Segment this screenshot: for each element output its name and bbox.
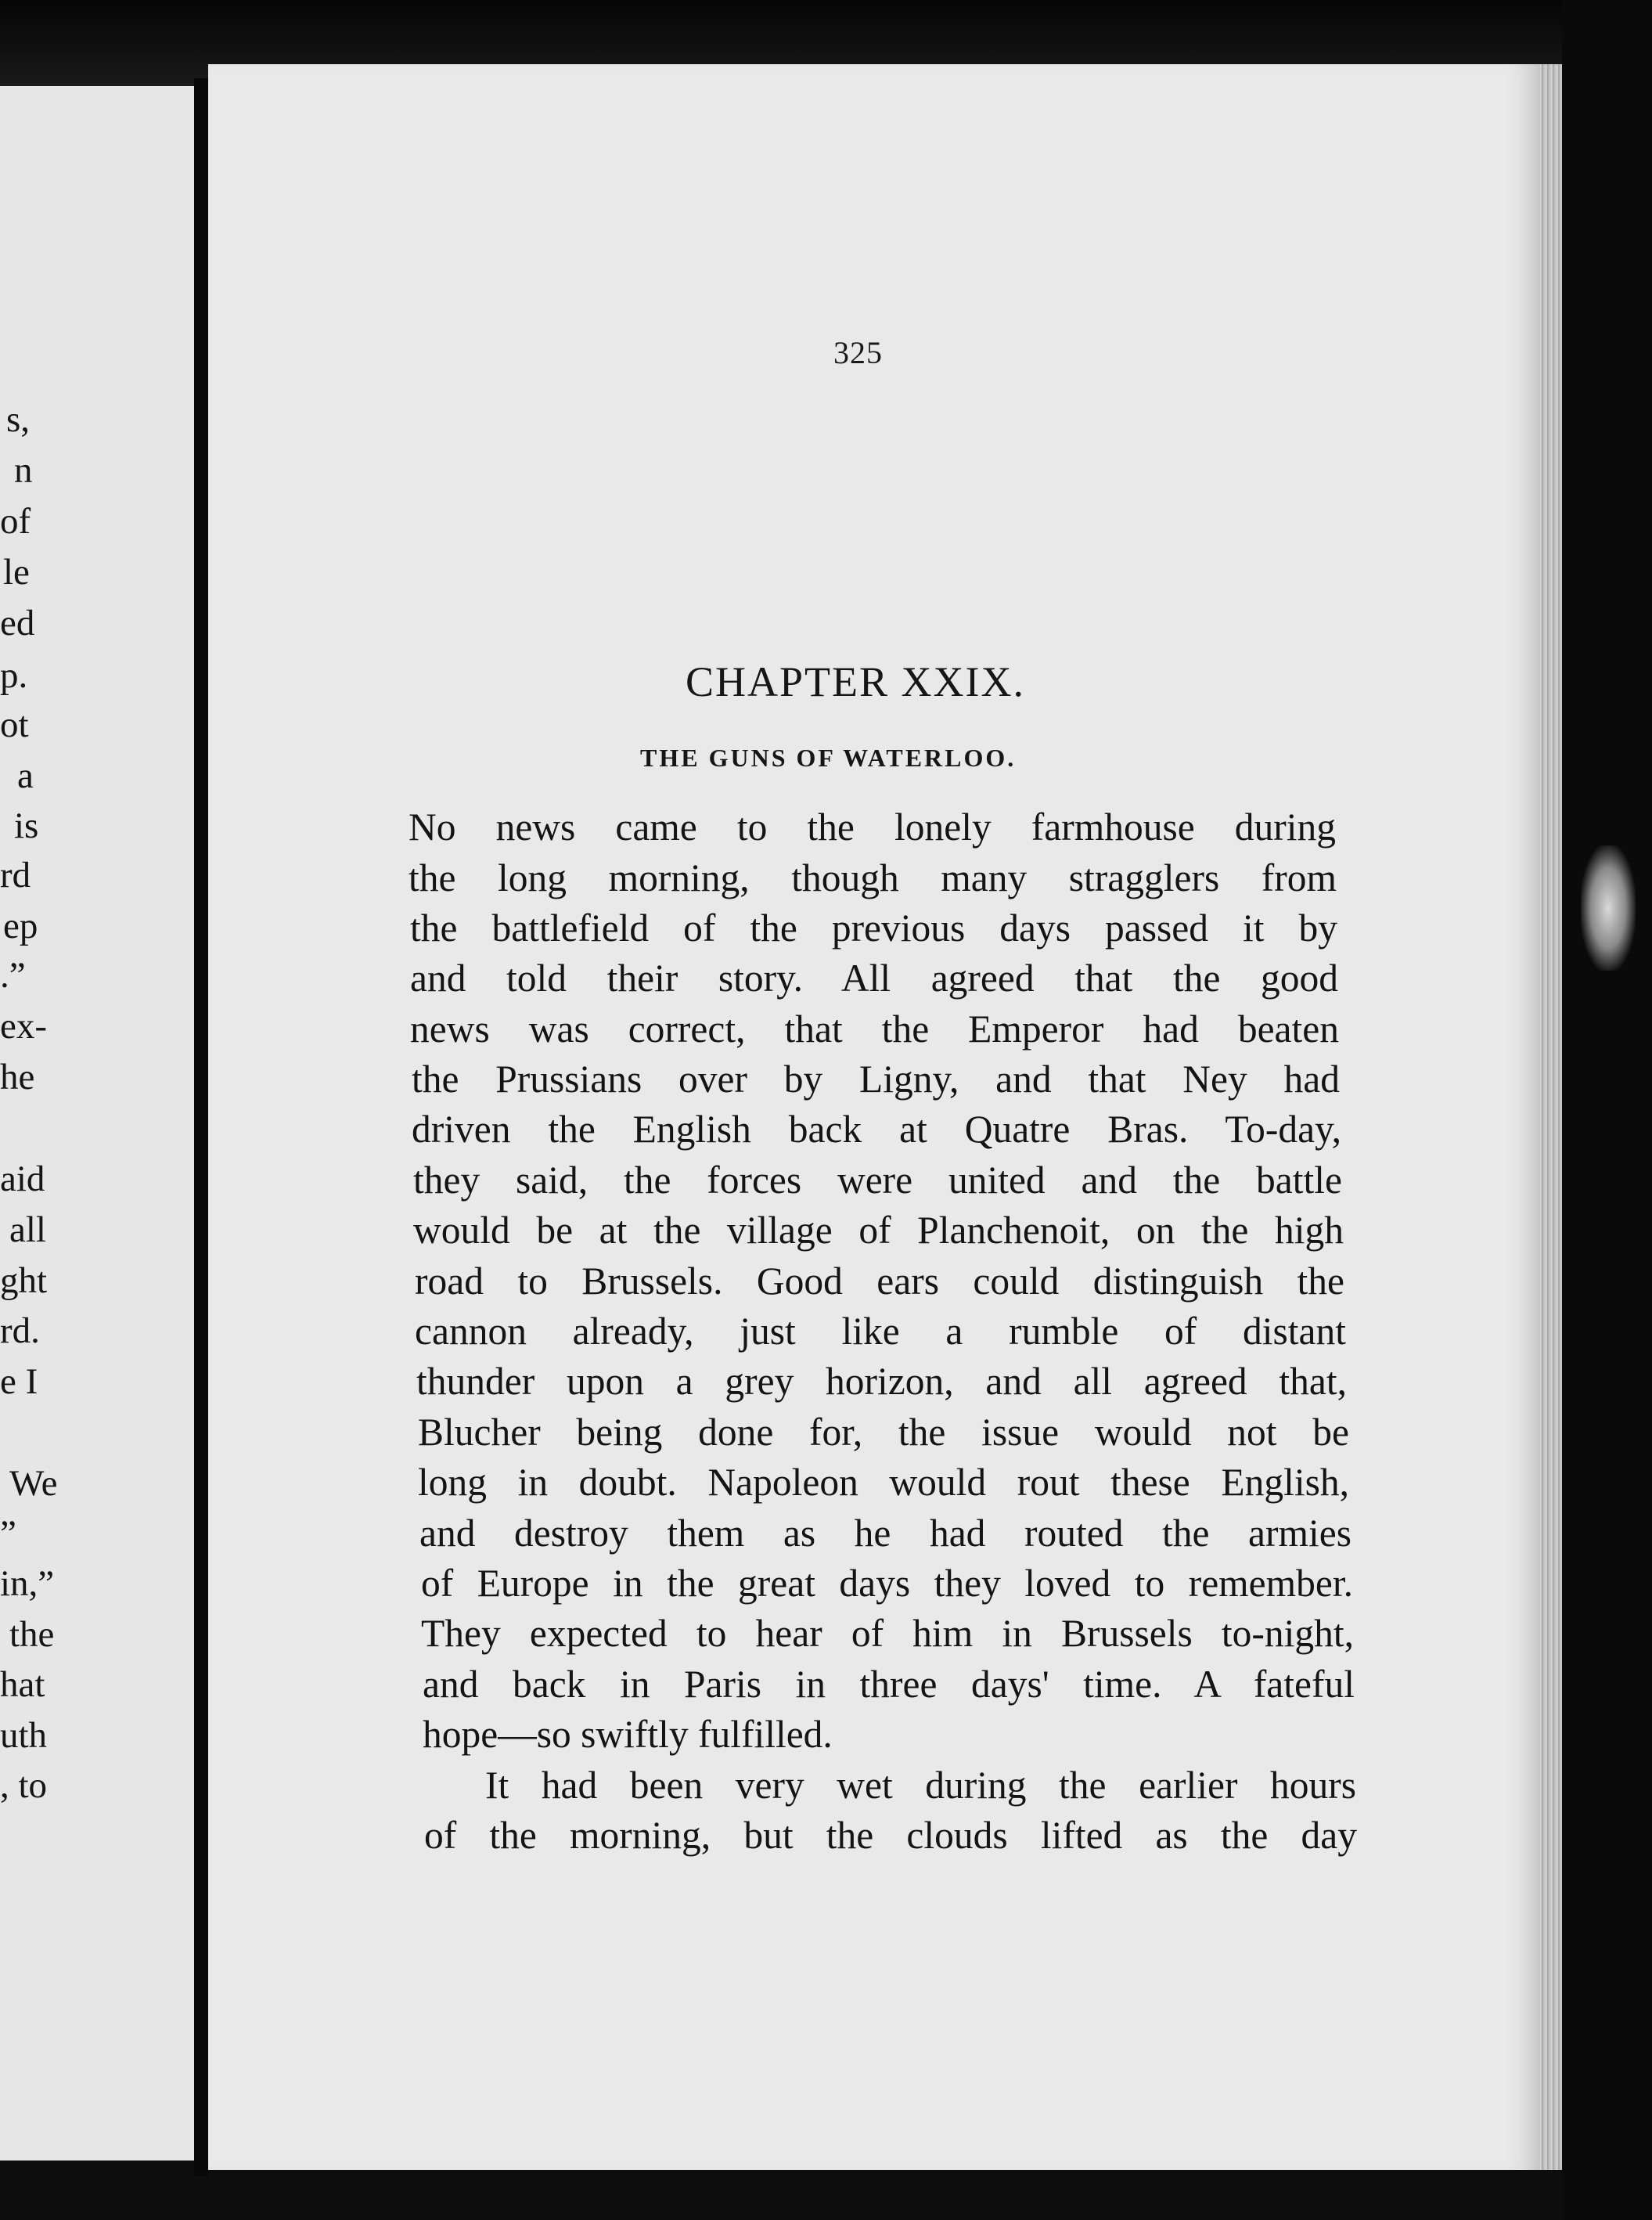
- body-line: the Prussians over by Ligny, and that Ney had: [412, 1058, 1340, 1101]
- left-page-fragment: rd: [0, 855, 31, 896]
- body-line: they said, the forces were united and the battle: [413, 1159, 1342, 1202]
- left-page-fragment: s,: [6, 399, 31, 440]
- left-page-fragment: a: [17, 755, 34, 796]
- body-line: of Europe in the great days they loved to remember.: [421, 1562, 1353, 1605]
- body-line: road to Brussels. Good ears could distinguish the: [415, 1260, 1344, 1303]
- body-line: would be at the village of Planchenoit, on the high: [413, 1209, 1344, 1252]
- body-line: and back in Paris in three days' time. A fateful: [423, 1663, 1355, 1706]
- left-page-fragment: , to: [0, 1765, 48, 1806]
- body-line: the long morning, though many stragglers from: [409, 856, 1337, 899]
- left-page-fragment: e I: [0, 1361, 38, 1402]
- left-page-fragment: ot: [0, 705, 29, 745]
- left-page-fragment: ex-: [0, 1006, 48, 1047]
- facing-page-left: [0, 86, 194, 2161]
- chapter-title: CHAPTER XXIX.: [686, 658, 1026, 705]
- left-page-fragment: .”: [0, 955, 26, 996]
- chapter-subtitle: THE GUNS OF WATERLOO.: [640, 744, 1017, 772]
- left-page-fragment: he: [0, 1057, 35, 1097]
- body-line: thunder upon a grey horizon, and all agreed that,: [416, 1360, 1347, 1403]
- body-line: and destroy them as he had routed the armies: [419, 1512, 1351, 1555]
- left-page-fragment: aid: [0, 1159, 45, 1199]
- body-line: They expected to hear of him in Brussels to-night,: [421, 1612, 1354, 1655]
- body-line: the battlefield of the previous days passed it by: [410, 906, 1337, 950]
- left-page-fragment: p.: [0, 655, 28, 696]
- left-page-fragment: ed: [0, 603, 35, 643]
- page-edges: [1539, 64, 1562, 2170]
- left-page-fragment: ep: [3, 906, 38, 946]
- body-line: news was correct, that the Emperor had beaten: [410, 1007, 1339, 1051]
- body-line: No news came to the lonely farmhouse during: [409, 805, 1336, 849]
- body-line: cannon already, just like a rumble of distant: [415, 1310, 1346, 1353]
- body-line: It had been very wet during the earlier hours: [485, 1764, 1356, 1807]
- scan-artifact: [1581, 845, 1636, 971]
- body-line: and told their story. All agreed that the good: [410, 957, 1338, 1000]
- body-line: of the morning, but the clouds lifted as the day: [424, 1814, 1357, 1857]
- left-page-fragment: n: [14, 450, 33, 491]
- page-number: 325: [833, 335, 883, 370]
- book-gutter: [194, 78, 208, 2176]
- left-page-fragment: le: [3, 552, 30, 593]
- left-page-fragment: We: [9, 1463, 58, 1504]
- body-line: hope—so swiftly fulfilled.: [423, 1713, 833, 1756]
- left-page-fragment: in,”: [0, 1563, 55, 1604]
- left-page-fragment: the: [9, 1614, 55, 1655]
- left-page-fragment: is: [14, 805, 39, 846]
- left-page-fragment: of: [0, 501, 31, 542]
- left-page-fragment: all: [9, 1209, 46, 1250]
- left-page-fragment: rd.: [0, 1310, 40, 1351]
- left-page-fragment: uth: [0, 1715, 48, 1756]
- body-line: driven the English back at Quatre Bras. To-day,: [412, 1108, 1341, 1151]
- body-line: Blucher being done for, the issue would not be: [418, 1411, 1349, 1454]
- scan-background-right: [1562, 0, 1652, 2220]
- left-page-fragment: ”: [0, 1513, 16, 1554]
- body-line: long in doubt. Napoleon would rout these English,: [418, 1461, 1349, 1504]
- left-page-fragment: ght: [0, 1260, 48, 1301]
- left-page-fragment: hat: [0, 1664, 45, 1705]
